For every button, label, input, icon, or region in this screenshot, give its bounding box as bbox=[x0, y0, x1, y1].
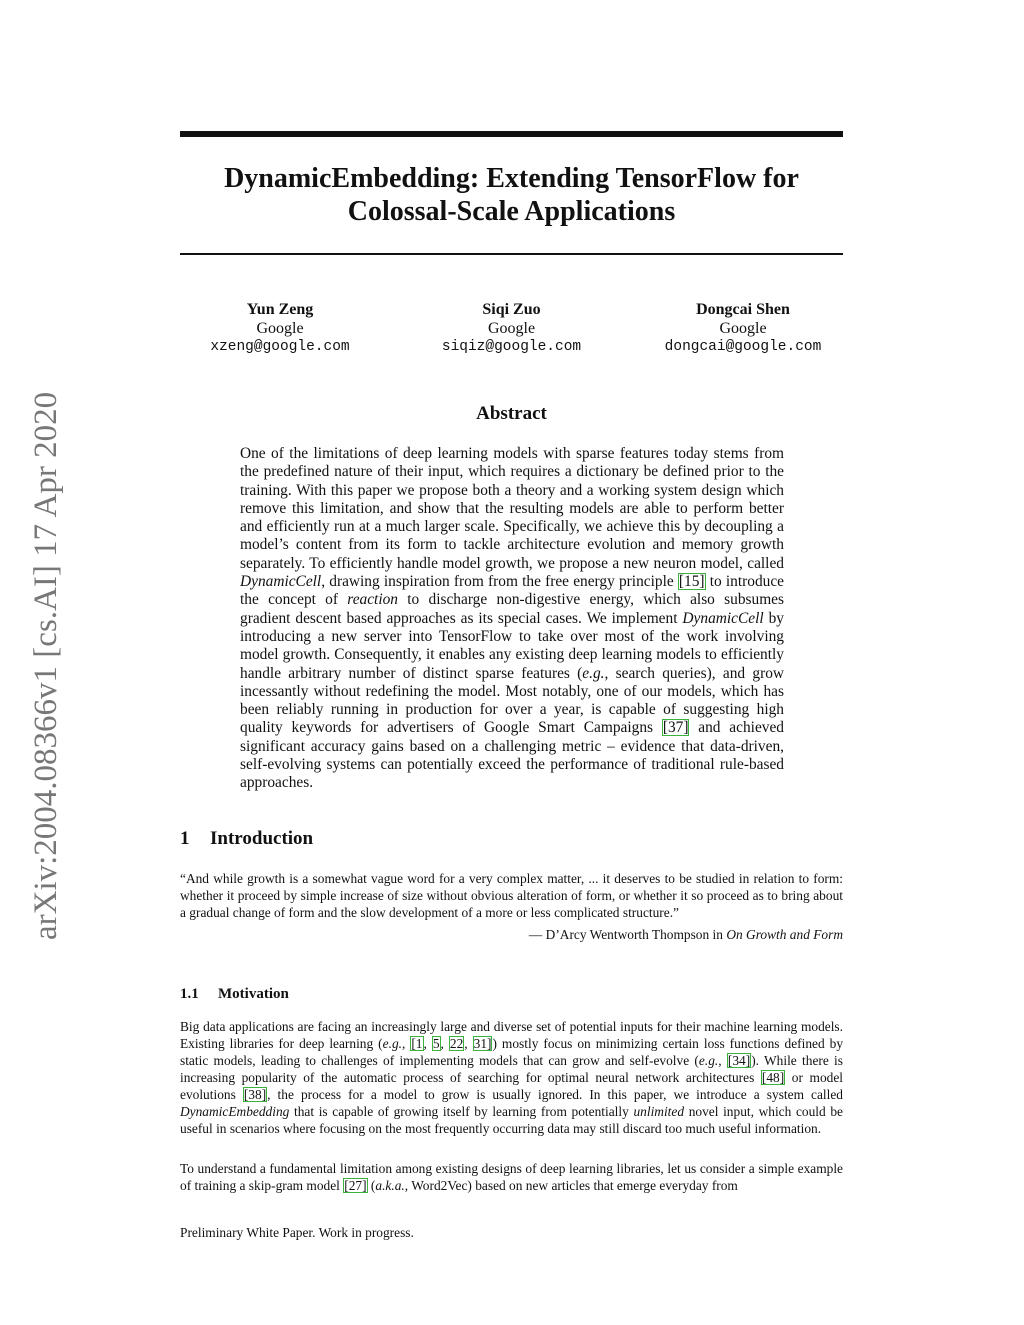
abstract-text-run: by introducing a new server into TensorFlow to take over most of the work involving model growth. Consequently, it enables any existing deep learning models to efficiently handle arbitrary number of distinct sparse features ( bbox=[240, 609, 784, 682]
abstract-text-run: , drawing inspiration from from the free energy principle bbox=[321, 573, 678, 591]
attribution-author: — D’Arcy Wentworth Thompson in bbox=[528, 927, 727, 942]
epigraph-quote: “And while growth is a somewhat vague word for a very complex matter, ... it deserves to be studied in relation to form: whether it proceed by simple increase of size without obvious alteration of form, or whether it so proceed as to bring about a gradual change of form and the slow development of a more or less complicated structure.” bbox=[180, 871, 843, 920]
body-text-run: , bbox=[464, 1036, 473, 1051]
attribution-work: On Growth and Form bbox=[726, 927, 843, 942]
author-2 bbox=[412, 300, 612, 357]
subsection-number: 1.1 bbox=[180, 986, 199, 1002]
body-text-run: ( bbox=[367, 1178, 376, 1193]
abstract-text-run: One of the limitations of deep learning models with sparse features today stems from the predefined nature of their input, which requires a dictionary be defined prior to the training. With this paper we propose both a theory and a working system design which remove this limitation, and show that the resulting models are able to perform better and efficiently run at a much larger scale. Specifically, we achieve this by decoupling a model’s content from its form to tackle architecture evolution and memory growth separately. To efficiently handle model growth, we propose a new neuron model, called bbox=[240, 445, 784, 572]
body-text-run: novel input, which could be useful in scenarios where focusing on the most frequently occurring data may still discard too much useful information. bbox=[180, 1104, 844, 1136]
citation-link[interactable]: [1 bbox=[411, 1036, 423, 1051]
author-name: Yun Zeng bbox=[246, 301, 314, 318]
body-text-run: , bbox=[402, 1036, 411, 1051]
author-1 bbox=[180, 300, 380, 357]
section-number: 1 bbox=[180, 828, 190, 849]
body-text-run: , bbox=[423, 1036, 432, 1051]
abstract-emphasis: DynamicCell bbox=[682, 609, 764, 627]
author-email[interactable]: dongcai@google.com bbox=[664, 339, 822, 355]
author-name: Dongcai Shen bbox=[696, 301, 790, 318]
body-text-run: ). While there is increasing popularity of the automatic process of searching for optimal neural network architectures bbox=[180, 1053, 843, 1085]
abstract-text-run: , search queries), and grow incessantly without redefining the model. Most notably, one of our models, which has been reliably running in production for over a year, is capable of suggesting high quality keywords for advertisers of Google Smart Campaigns bbox=[240, 664, 785, 737]
abstract-emphasis: reaction bbox=[347, 591, 398, 609]
author-block bbox=[180, 300, 843, 357]
title-bottom-rule bbox=[180, 253, 843, 255]
body-text-run: or model evolutions bbox=[180, 1070, 844, 1102]
body-emphasis: a.k.a. bbox=[375, 1178, 405, 1193]
author-affiliation: Google bbox=[487, 320, 536, 337]
body-text-run: , Word2Vec) based on new articles that emerge everyday from bbox=[404, 1178, 738, 1193]
body-text-run: , bbox=[440, 1036, 449, 1051]
citation-link[interactable]: [34] bbox=[727, 1053, 751, 1068]
body-text-run: ) mostly focus on minimizing certain loss functions defined by static models, leading to challenges of implementing models that can grow and self-evolve ( bbox=[180, 1036, 844, 1068]
paper-title bbox=[180, 162, 843, 228]
author-name: Siqi Zuo bbox=[482, 301, 541, 318]
author-email[interactable]: siqiz@google.com bbox=[441, 339, 582, 355]
citation-link[interactable]: [48] bbox=[761, 1070, 785, 1085]
page-footer-note: Preliminary White Paper. Work in progress. bbox=[180, 1225, 414, 1240]
body-text-run: that is capable of growing itself by learning from potentially bbox=[289, 1104, 634, 1119]
author-3 bbox=[643, 300, 843, 357]
abstract-text-run: and achieved significant accuracy gains based on a challenging metric – evidence that data-driven, self-evolving systems can potentially exceed the performance of traditional rule-based approaches. bbox=[240, 719, 784, 792]
body-text-run: , the process for a model to grow is usually ignored. In this paper, we introduce a system called bbox=[267, 1087, 843, 1102]
author-email[interactable]: xzeng@google.com bbox=[210, 339, 350, 355]
author-affiliation: Google bbox=[719, 320, 767, 337]
arxiv-stamp: arXiv:2004.08366v1 [cs.AI] 17 Apr 2020 bbox=[28, 391, 64, 940]
citation-link[interactable]: [15] bbox=[678, 573, 705, 591]
body-text-run: , bbox=[718, 1053, 727, 1068]
body-emphasis: e.g. bbox=[698, 1053, 719, 1068]
abstract-emphasis: e.g. bbox=[582, 664, 605, 682]
abstract-heading: Abstract bbox=[476, 403, 547, 424]
author-affiliation: Google bbox=[256, 320, 304, 337]
citation-link[interactable]: [38] bbox=[243, 1087, 267, 1102]
abstract-text-run: to introduce the concept of bbox=[240, 573, 784, 609]
motivation-paragraph-2 bbox=[180, 1160, 843, 1194]
subsection-heading-motivation bbox=[180, 986, 289, 1003]
section-heading-introduction bbox=[180, 828, 313, 850]
subsection-title: Motivation bbox=[218, 986, 289, 1002]
body-text-run: Big data applications are facing an increasingly large and diverse set of potential inputs for their machine learning models. Existing libraries for deep learning ( bbox=[180, 1019, 843, 1051]
title-top-rule bbox=[180, 131, 843, 137]
citation-link[interactable]: [37] bbox=[662, 719, 689, 737]
title-line-2: Colossal-Scale Applications bbox=[347, 196, 676, 227]
abstract-text bbox=[240, 445, 784, 793]
epigraph-attribution bbox=[180, 926, 843, 943]
motivation-paragraph-1 bbox=[180, 1018, 843, 1137]
abstract-text-run: to discharge non-digestive energy, which also subsumes gradient descent based approaches as its special cases. We implement bbox=[240, 591, 784, 627]
citation-link[interactable]: 31] bbox=[473, 1036, 492, 1051]
body-emphasis: e.g. bbox=[382, 1036, 402, 1051]
section-title: Introduction bbox=[210, 828, 314, 849]
body-emphasis: unlimited bbox=[633, 1104, 685, 1119]
citation-link[interactable]: [27] bbox=[344, 1178, 367, 1193]
body-text-run: To understand a fundamental limitation among existing designs of deep learning libraries, let us consider a simple example of training a skip-gram model bbox=[180, 1161, 843, 1193]
citation-link[interactable]: 5 bbox=[432, 1036, 440, 1051]
citation-link[interactable]: 22 bbox=[449, 1036, 464, 1051]
title-line-1: DynamicEmbedding: Extending TensorFlow for bbox=[224, 163, 799, 194]
abstract-emphasis: DynamicCell bbox=[240, 573, 322, 591]
body-emphasis: DynamicEmbedding bbox=[180, 1104, 290, 1119]
